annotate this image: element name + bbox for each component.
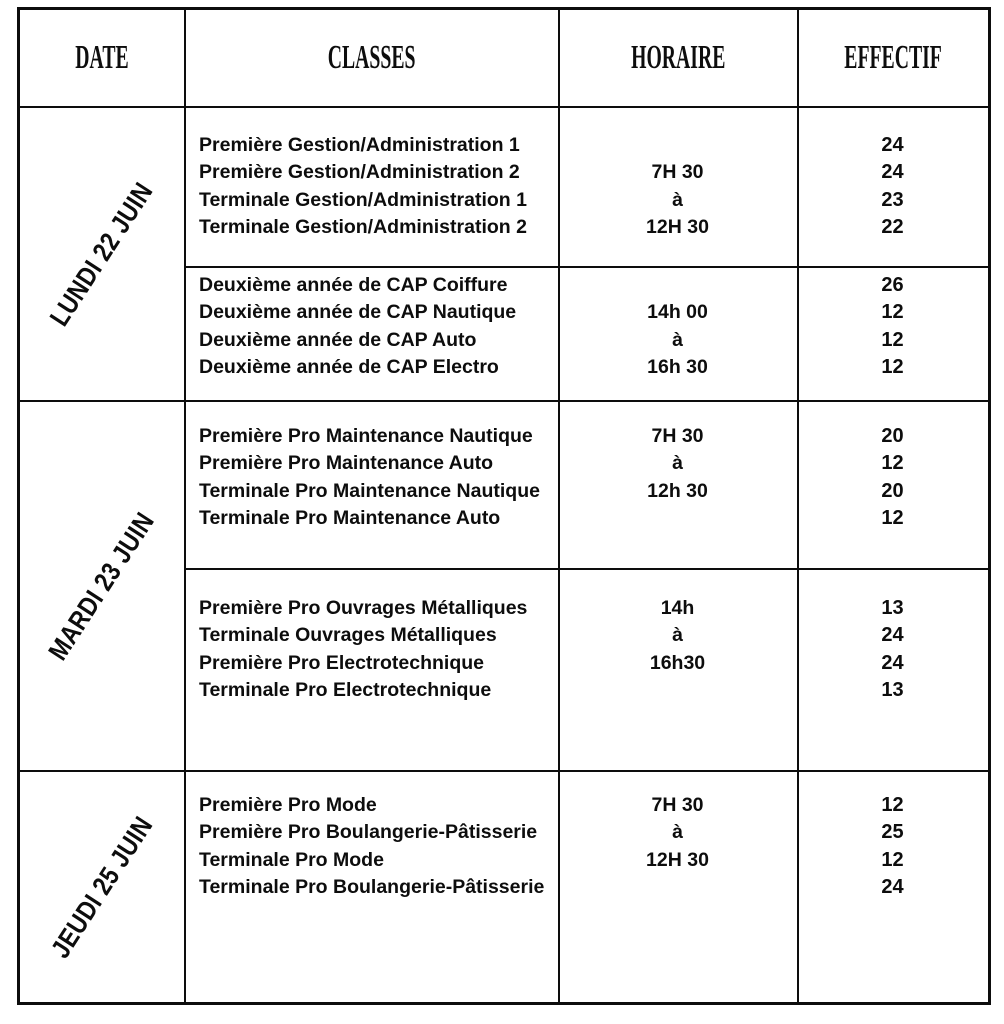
- horaire-line: [558, 272, 797, 299]
- horaire-line: 14h 00: [647, 301, 708, 324]
- classes-column: [186, 595, 558, 770]
- schedule-table: [17, 7, 991, 1005]
- classe-name: Terminale Pro Boulangerie-Pâtisserie: [199, 876, 545, 899]
- effectif-value: 24: [881, 134, 904, 156]
- header-label-effectif: EFFECTIF: [844, 39, 943, 76]
- table-header-row: [20, 10, 988, 106]
- column-divider: [797, 108, 799, 266]
- session-group-lundi-apresmidi: [186, 266, 988, 400]
- header-label-date: DATE: [75, 39, 129, 76]
- horaire-line: 7H 30: [651, 425, 704, 447]
- classe-name: Première Gestion/Administration 2: [199, 161, 520, 184]
- horaire-column: [558, 272, 797, 400]
- day-groups-jeudi: [184, 772, 988, 1002]
- horaire-line: [558, 132, 797, 159]
- horaire-line: 7H 30: [651, 161, 704, 184]
- horaire-line: à: [672, 624, 683, 647]
- classe-name: Terminale Pro Maintenance Nautique: [199, 479, 540, 502]
- day-groups-lundi: [184, 108, 988, 400]
- date-label-mardi: MARDI 23 JUIN: [42, 506, 161, 665]
- date-cell-mardi: [20, 402, 184, 770]
- classe-name: Terminale Pro Mode: [199, 848, 384, 871]
- day-row-lundi: [20, 106, 988, 400]
- horaire-line: [558, 505, 797, 532]
- classe-name: Première Pro Mode: [199, 794, 377, 816]
- horaire-column: [558, 423, 797, 568]
- horaire-line: 16h30: [649, 651, 706, 674]
- horaire-line: [558, 874, 797, 901]
- session-group-mardi-apresmidi: [186, 568, 988, 770]
- classe-name: Terminale Ouvrages Métalliques: [199, 624, 497, 647]
- session-group-lundi-matin: [186, 108, 988, 266]
- horaire-line: [558, 677, 797, 704]
- date-label-jeudi: JEUDI 25 JUIN: [44, 810, 159, 963]
- effectif-value: 24: [881, 161, 904, 184]
- day-groups-mardi: [184, 402, 988, 770]
- horaire-line: à: [672, 452, 683, 475]
- effectif-value: 26: [881, 274, 904, 296]
- effectif-column: [797, 132, 988, 266]
- column-divider: [558, 108, 560, 266]
- classe-name: Terminale Gestion/Administration 2: [199, 216, 527, 239]
- effectif-value: 24: [881, 624, 904, 647]
- column-divider: [558, 772, 560, 1002]
- classe-name: Deuxième année de CAP Electro: [199, 356, 499, 379]
- effectif-value: 12: [881, 328, 904, 351]
- effectif-value: 12: [881, 452, 904, 475]
- classes-column: [186, 132, 558, 266]
- effectif-value: 12: [881, 794, 904, 816]
- classe-name: Terminale Pro Maintenance Auto: [199, 507, 501, 530]
- session-group-jeudi-matin: [186, 772, 988, 1002]
- horaire-line: 14h: [660, 597, 695, 619]
- date-label-lundi: LUNDI 22 JUIN: [44, 176, 159, 331]
- classe-name: Première Pro Electrotechnique: [199, 651, 485, 674]
- classe-name: Deuxième année de CAP Nautique: [199, 301, 517, 324]
- effectif-column: [797, 595, 988, 770]
- column-divider: [797, 268, 799, 400]
- header-cell-horaire: [558, 10, 797, 106]
- horaire-line: 12h 30: [647, 479, 708, 502]
- column-divider: [558, 402, 560, 568]
- effectif-value: 13: [881, 597, 904, 619]
- header-cell-effectif: [797, 10, 988, 106]
- effectif-value: 23: [881, 188, 904, 211]
- horaire-line: 12H 30: [646, 216, 709, 239]
- classes-column: [186, 423, 558, 568]
- effectif-value: 25: [881, 821, 904, 844]
- effectif-column: [797, 423, 988, 568]
- classe-name: Terminale Pro Electrotechnique: [199, 679, 492, 702]
- classe-name: Première Pro Ouvrages Métalliques: [199, 597, 528, 619]
- header-cell-classes: [184, 10, 558, 106]
- horaire-line: 16h 30: [647, 356, 708, 379]
- day-row-jeudi: [20, 770, 988, 1002]
- effectif-column: [797, 272, 988, 400]
- classe-name: Première Pro Maintenance Nautique: [199, 425, 533, 447]
- effectif-value: 13: [881, 679, 904, 702]
- effectif-column: [797, 792, 988, 1002]
- date-cell-lundi: [20, 108, 184, 400]
- classe-name: Première Pro Maintenance Auto: [199, 452, 494, 475]
- horaire-column: [558, 132, 797, 266]
- horaire-column: [558, 792, 797, 1002]
- effectif-value: 22: [881, 216, 904, 239]
- classes-column: [186, 272, 558, 400]
- day-row-mardi: [20, 400, 988, 770]
- horaire-line: à: [672, 328, 683, 351]
- horaire-line: à: [672, 188, 683, 211]
- session-group-mardi-matin: [186, 402, 988, 568]
- effectif-value: 12: [881, 848, 904, 871]
- date-cell-jeudi: [20, 772, 184, 1002]
- classe-name: Première Pro Boulangerie-Pâtisserie: [199, 821, 538, 844]
- column-divider: [558, 268, 560, 400]
- classe-name: Deuxième année de CAP Auto: [199, 328, 477, 351]
- classe-name: Terminale Gestion/Administration 1: [199, 188, 527, 211]
- column-divider: [797, 570, 799, 770]
- column-divider: [558, 570, 560, 770]
- horaire-column: [558, 595, 797, 770]
- classes-column: [186, 792, 558, 1002]
- classe-name: Première Gestion/Administration 1: [199, 134, 520, 156]
- effectif-value: 12: [881, 301, 904, 324]
- effectif-value: 20: [881, 425, 904, 447]
- effectif-value: 12: [881, 356, 904, 379]
- horaire-line: à: [672, 821, 683, 844]
- effectif-value: 24: [881, 876, 904, 899]
- classe-name: Deuxième année de CAP Coiffure: [199, 274, 508, 296]
- column-divider: [797, 402, 799, 568]
- header-label-classes: CLASSES: [328, 39, 416, 76]
- header-cell-date: [20, 10, 184, 106]
- horaire-line: 7H 30: [651, 794, 704, 816]
- effectif-value: 24: [881, 651, 904, 674]
- effectif-value: 12: [881, 507, 904, 530]
- horaire-line: 12H 30: [646, 848, 709, 871]
- column-divider: [797, 772, 799, 1002]
- effectif-value: 20: [881, 479, 904, 502]
- header-label-horaire: HORAIRE: [631, 39, 726, 76]
